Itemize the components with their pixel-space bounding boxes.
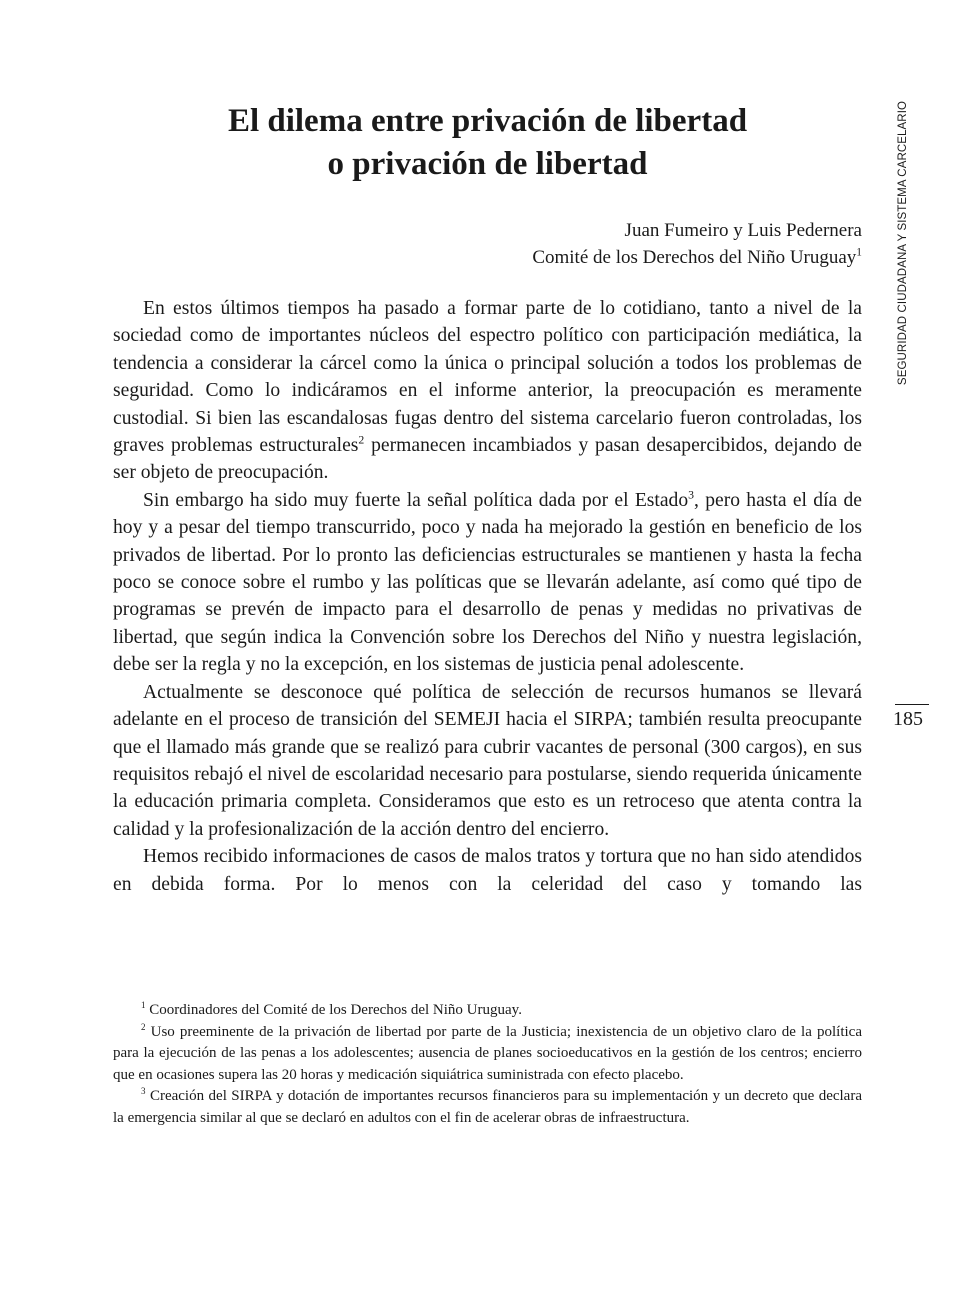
paragraph-1-text-b: permanecen incambiados y pasan desapercibidos, dejando de ser objeto de preocupación. <box>113 435 862 484</box>
article-body <box>113 295 862 898</box>
paragraph-1-text-a: En estos últimos tiempos ha pasado a formar parte de lo cotidiano, tanto a nivel de la sociedad como de importantes núcleos del espectro político con participación mediática, la tendencia a considerar la cárcel como la única o principal solución a todos los problemas de seguridad. Como lo indicáramos en el informe anterior, la preocupación es meramente custodial. Si bien las escandalosas fugas dentro del sistema carcelario fueron controladas, los graves problemas estructurales <box>113 298 862 457</box>
footnote-1-text: Coordinadores del Comité de los Derechos del Niño Uruguay. <box>145 1002 522 1018</box>
footnote-ref-1: 1 <box>856 246 862 259</box>
paragraph-4: Hemos recibido informaciones de casos de malos tratos y tortura que no han sido atendidos en debida forma. Por lo menos con la celeridad del caso y tomando las <box>113 846 862 895</box>
article-title-line-2: o privación de libertad <box>327 146 648 182</box>
page-number: 185 <box>893 708 923 730</box>
paragraph-1 <box>113 295 862 487</box>
byline <box>532 217 862 271</box>
article-title <box>113 100 862 186</box>
article-title-line-1: El dilema entre privación de libertad <box>227 103 748 139</box>
footnote-ref-3: 3 <box>688 488 695 502</box>
running-section-title <box>890 100 916 385</box>
affiliation-text: Comité de los Derechos del Niño Uruguay <box>532 247 857 268</box>
footnote-3 <box>113 1086 862 1129</box>
authors: Juan Fumeiro y Luis Pedernera <box>624 220 862 241</box>
footnote-1-number: 1 <box>141 1000 146 1010</box>
footnote-2-text: Uso preeminente de la privación de libertad por parte de la Justicia; inexistencia de un objetivo claro de la política para la ejecución de las penas a los adolescentes; ausencia de planes socioeducativos en la gestión de los centros; encierro que en ocasiones supera las 20 horas y medicación siquiátrica suministrada con efecto placebo. <box>113 1023 862 1083</box>
footnote-3-number: 3 <box>141 1086 146 1096</box>
paragraph-2-text-b: , pero hasta el día de hoy y a pesar del tiempo transcurrido, poco y nada ha mejorado la gestión en beneficio de los privados de libertad. Por lo pronto las deficiencias estructurales se mantienen y hasta la fecha poco se conoce sobre el rumbo y las políticas que se llevarán adelante, así como qué tipo de programas se prevén de impacto para el desarrollo de penas y medidas no privativas de libertad, que según indica la Convención sobre los Derechos del Niño y nuestra legislación, debe ser la regla y no la excepción, en los sistemas de justicia penal adolescente. <box>113 489 862 676</box>
paragraph-2 <box>113 487 862 679</box>
footnote-2 <box>113 1022 862 1087</box>
footnote-ref-2: 2 <box>358 433 365 447</box>
paragraph-2-text-a: Sin embargo ha sido muy fuerte la señal política dada por el Estado <box>143 489 689 511</box>
running-section-title-text: SEGURIDAD CIUDADANA Y SISTEMA CARCELARIO <box>897 100 909 385</box>
footnote-1 <box>113 1000 862 1022</box>
paragraph-3: Actualmente se desconoce qué política de selección de recursos humanos se llevará adelante en el proceso de transición del SEMEJI hacia el SIRPA; también resulta preocupante que el llamado más grande que se realizó para cubrir vacantes de personal (300 cargos), en sus requisitos rebajó el nivel de escolaridad necesario para postularse, siendo requerida únicamente la educación primaria completa. Consideramos que esto es un retroceso que atenta contra la calidad y la profesionalización de la acción dentro del encierro. <box>113 681 862 840</box>
footnote-2-number: 2 <box>141 1021 146 1032</box>
page-number-rule <box>895 704 929 705</box>
affiliation <box>532 244 862 271</box>
footnote-3-text: Creación del SIRPA y dotación de importantes recursos financieros para su implementación y un decreto que declara la emergencia similar al que se declaró en adultos con el fin de acelerar obras de infraestructura. <box>113 1088 862 1126</box>
footnotes <box>113 1000 862 1129</box>
